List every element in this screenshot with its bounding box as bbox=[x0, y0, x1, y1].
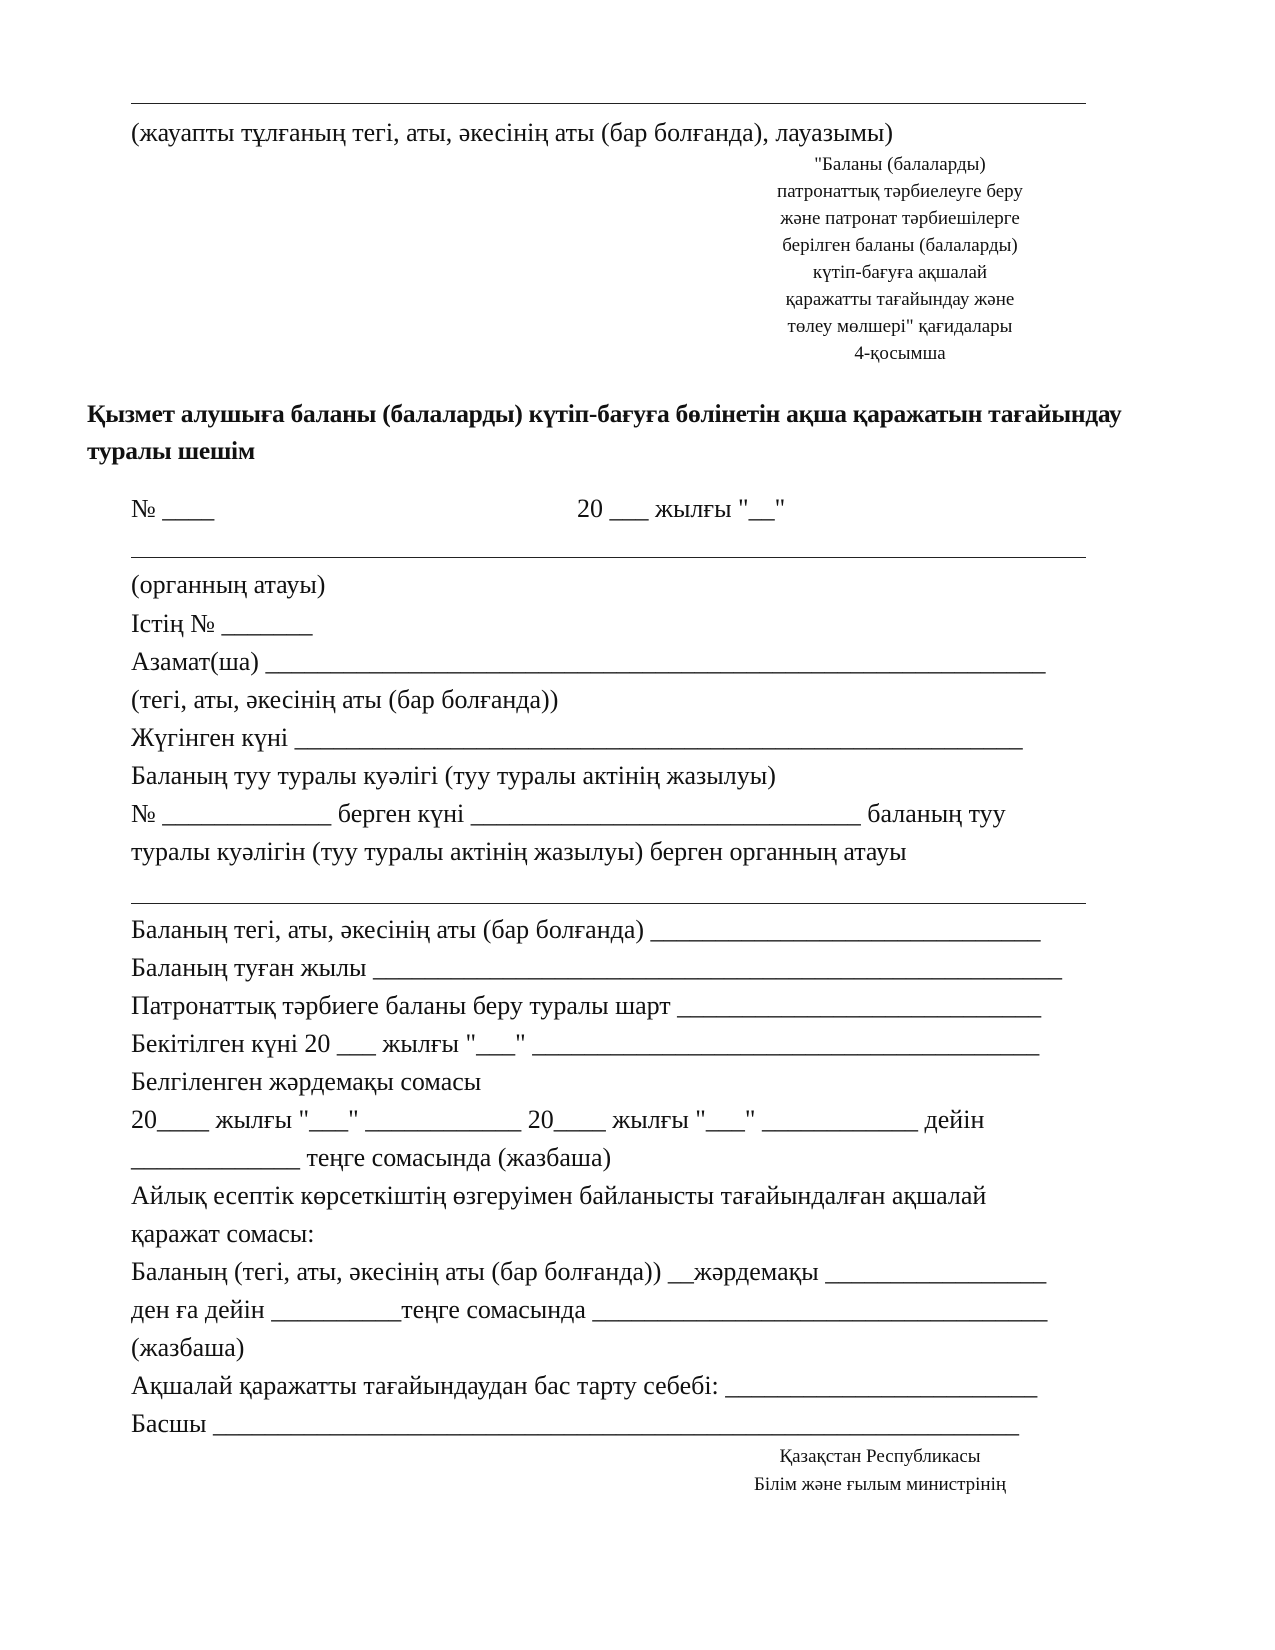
citizen-name-caption: (тегі, аты, әкесінің аты (бар болғанда)) bbox=[131, 685, 559, 714]
child-name-field: Баланың тегі, аты, әкесінің аты (бар болғанда) ______________________________ bbox=[131, 915, 1041, 944]
footer-line: Қазақстан Республикасы bbox=[779, 1446, 981, 1467]
document-title: Қызмет алушыға баланы (балаларды) күтіп-бағуға бөлінетін ақша қаражатын тағайындау туралы шешім bbox=[87, 399, 1122, 465]
birth-certificate-label: Баланың туу туралы куәлігі (туу туралы актінің жазылуы) bbox=[131, 761, 776, 790]
appendix-note-line: күтіп-бағуға ақшалай bbox=[812, 262, 988, 283]
organ-name-caption: (органның атауы) bbox=[131, 570, 326, 599]
appendix-note-line: төлеу мөлшері" қағидалары bbox=[787, 316, 1013, 337]
child-birth-year-field: Баланың туған жылы _____________________________________________________ bbox=[131, 953, 1063, 982]
benefit-period-field: 20____ жылғы "___" ____________ 20____ жылғы "___" ____________ дейін bbox=[131, 1105, 985, 1134]
head-signature-field: Басшы ______________________________________________________________ bbox=[131, 1409, 1019, 1438]
appendix-note-line: "Баланы (балаларды) bbox=[814, 154, 986, 175]
applied-date-field: Жүгінген күні ________________________________________________________ bbox=[131, 723, 1023, 752]
responsible-person-caption: (жауапты тұлғаның тегі, аты, әкесінің аты (бар болғанда), лауазымы) bbox=[131, 118, 894, 147]
child-benefit-field: Баланың (тегі, аты, әкесінің аты (бар болғанда)) __жәрдемақы _________________ bbox=[131, 1257, 1047, 1286]
benefit-amount-label: Белгіленген жәрдемақы сомасы bbox=[131, 1067, 482, 1096]
appendix-note-line: патронаттық тәрбиелеуге беру bbox=[777, 181, 1023, 202]
refusal-reason-field: Ақшалай қаражатты тағайындаудан бас тарту себебі: ________________________ bbox=[131, 1371, 1038, 1400]
appendix-note-line: берілген баланы (балаларды) bbox=[782, 235, 1018, 256]
issuer-name-rule bbox=[131, 903, 1086, 904]
appendix-note-line: және патронат тәрбиешілерге bbox=[780, 208, 1020, 229]
decision-number: № ____ bbox=[131, 494, 215, 523]
in-words-caption: (жазбаша) bbox=[131, 1333, 245, 1362]
organ-name-rule bbox=[131, 557, 1086, 558]
birth-certificate-number-field: № _____________ берген күні ______________________________ баланың туу bbox=[131, 799, 1006, 828]
mci-change-label-cont: қаражат сомасы: bbox=[131, 1219, 315, 1248]
appendix-note-line: қаражатты тағайындау және bbox=[785, 289, 1015, 310]
approved-date-field: Бекітілген күні 20 ___ жылғы "___" _______________________________________ bbox=[131, 1029, 1040, 1058]
amount-in-words-field: _____________ теңге сомасында (жазбаша) bbox=[131, 1143, 612, 1172]
citizen-field: Азамат(ша) ____________________________________________________________ bbox=[131, 647, 1046, 676]
foster-contract-field: Патронаттық тәрбиеге баланы беру туралы шарт ____________________________ bbox=[131, 991, 1042, 1020]
decision-date: 20 ___ жылғы "__" bbox=[577, 494, 786, 523]
case-number-field: Істің № _______ bbox=[131, 609, 313, 638]
appendix-note-line: 4-қосымша bbox=[854, 343, 946, 364]
top-signature-rule bbox=[131, 103, 1086, 104]
footer-line: Білім және ғылым министрінің bbox=[753, 1474, 1007, 1495]
mci-change-label: Айлық есептік көрсеткіштің өзгеруімен байланысты тағайындалған ақшалай bbox=[131, 1181, 987, 1210]
birth-certificate-issuer-label: туралы куәлігін (туу туралы актінің жазылуы) берген органның атауы bbox=[131, 837, 907, 866]
from-to-amount-field: ден ға дейін __________теңге сомасында ___________________________________ bbox=[131, 1295, 1048, 1324]
